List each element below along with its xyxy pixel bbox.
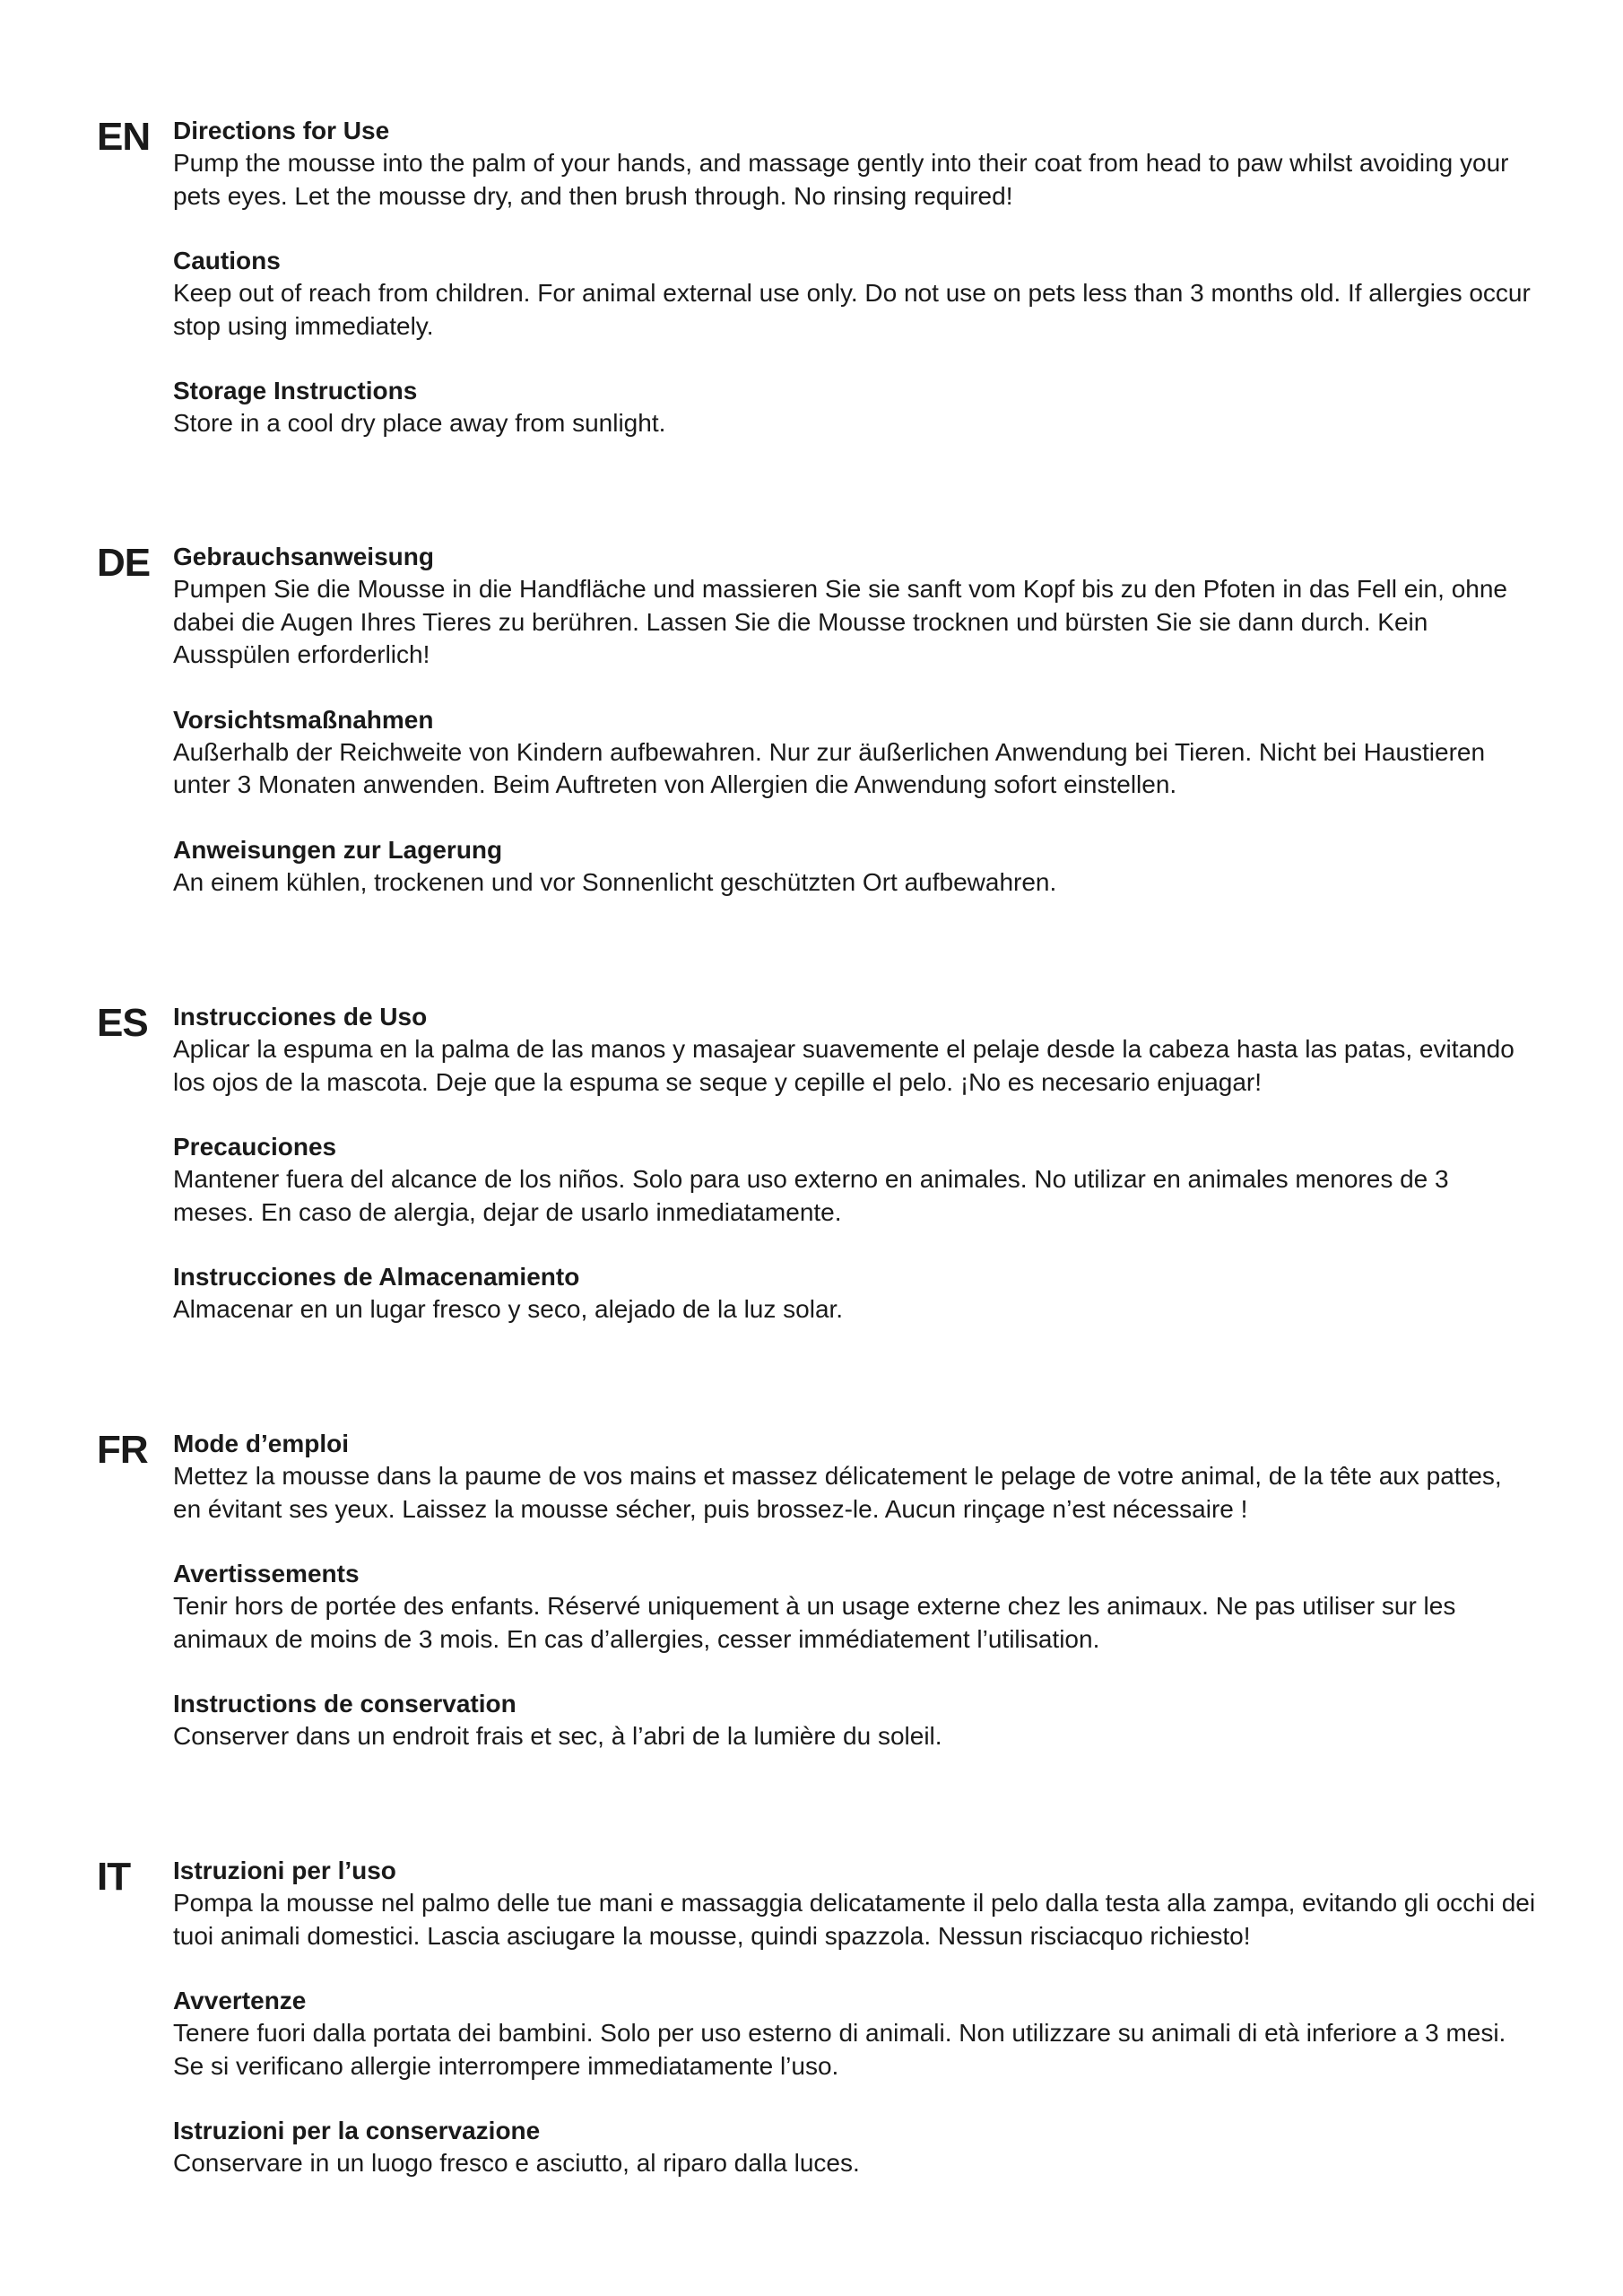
- section-body: Aplicar la espuma en la palma de las manos y masajear suavemente el pelaje desde la cabeza hasta las patas, evitando los ojos de la mascota. Deje que la espuma se seque y cepille el pelo. ¡No es necesario enjuagar!: [173, 1035, 1515, 1096]
- section-body: Mettez la mousse dans la paume de vos mains et massez délicatement le pelage de votre animal, de la tête aux pattes, en évitant ses yeux. Laissez la mousse sécher, puis brossez-le. Aucun rinçage n’est nécessaire !: [173, 1462, 1502, 1523]
- section-directions: [173, 541, 1536, 672]
- section-heading: Cautions: [173, 247, 281, 274]
- language-code: DE: [97, 541, 151, 585]
- section-storage: [173, 834, 1536, 900]
- section-directions: [173, 1855, 1536, 1952]
- section-heading: Storage Instructions: [173, 377, 418, 404]
- section-body: Außerhalb der Reichweite von Kindern aufbewahren. Nur zur äußerlichen Anwendung bei Tieren. Nicht bei Haustieren unter 3 Monaten anwenden. Beim Auftreten von Allergien die Anwendung sofort einstellen.: [173, 737, 1486, 798]
- section-body: Conservare in un luogo fresco e asciutto, al riparo dalla luces.: [173, 2149, 860, 2177]
- section-directions: [173, 1428, 1536, 1526]
- section-body: Mantener fuera del alcance de los niños. Solo para uso externo en animales. No utilizar en animales menores de 3 meses. En caso de alergia, dejar de usarlo inmediatamente.: [173, 1165, 1449, 1226]
- section-storage: [173, 375, 1536, 440]
- language-content: [173, 1855, 1536, 2213]
- section-body: Conserver dans un endroit frais et sec, à l’abri de la lumière du soleil.: [173, 1722, 942, 1750]
- language-content: [173, 1428, 1536, 1786]
- section-heading: Istruzioni per la conservazione: [173, 2117, 541, 2144]
- section-heading: Anweisungen zur Lagerung: [173, 835, 503, 864]
- section-heading: Gebrauchsanweisung: [173, 543, 434, 570]
- section-heading: Vorsichtsmaßnahmen: [173, 705, 434, 734]
- section-body: Pump the mousse into the palm of your hands, and massage gently into their coat from head to paw whilst avoiding your pets eyes. Let the mousse dry, and then brush through. No rinsing required!: [173, 149, 1509, 210]
- section-cautions: [173, 1558, 1536, 1656]
- section-body: Pompa la mousse nel palmo delle tue mani e massaggia delicatamente il pelo dalla testa alla zampa, evitando gli occhi dei tuoi animali domestici. Lascia asciugare la mousse, quindi spazzola. Nessun risciacquo richiesto!: [173, 1889, 1536, 1950]
- section-body: Almacenar en un lugar fresco y seco, alejado de la luz solar.: [173, 1295, 844, 1323]
- language-content: [173, 115, 1536, 473]
- section-cautions: [173, 1131, 1536, 1229]
- section-storage: [173, 1688, 1536, 1753]
- language-content: [173, 541, 1536, 931]
- section-body: Pumpen Sie die Mousse in die Handfläche und massieren Sie sie sanft vom Kopf bis zu den Pfoten in das Fell ein, ohne dabei die Augen Ihres Tieres zu berühren. Lassen Sie die Mousse trocknen und bürsten Sie sie dann durch. Kein Ausspülen erforderlich!: [173, 575, 1507, 668]
- section-body: Tenere fuori dalla portata dei bambini. Solo per uso esterno di animali. Non utilizzare su animali di età inferiore a 3 mesi. Se si verificano allergie interrompere immediatamente l’uso.: [173, 2019, 1506, 2080]
- section-heading: Mode d’emploi: [173, 1430, 349, 1457]
- section-heading: Istruzioni per l’uso: [173, 1857, 396, 1884]
- language-content: [173, 1001, 1536, 1359]
- section-heading: Instrucciones de Almacenamiento: [173, 1263, 580, 1291]
- section-storage: [173, 2115, 1536, 2180]
- section-heading: Instrucciones de Uso: [173, 1003, 428, 1031]
- section-body: Tenir hors de portée des enfants. Réservé uniquement à un usage externe chez les animaux. Ne pas utiliser sur les animaux de moins de 3 mois. En cas d’allergies, cesser immédiatement l’utilisation.: [173, 1592, 1456, 1653]
- section-heading: Instructions de conservation: [173, 1690, 516, 1718]
- section-cautions: [173, 1985, 1536, 2083]
- section-heading: Avvertenze: [173, 1987, 307, 2014]
- section-storage: [173, 1261, 1536, 1326]
- language-code: ES: [97, 1001, 148, 1045]
- section-cautions: [173, 704, 1536, 802]
- section-directions: [173, 115, 1536, 213]
- section-directions: [173, 1001, 1536, 1099]
- section-body: Keep out of reach from children. For animal external use only. Do not use on pets less than 3 months old. If allergies occur stop using immediately.: [173, 279, 1531, 340]
- language-code: EN: [97, 115, 151, 159]
- language-code: IT: [97, 1855, 131, 1899]
- section-heading: Directions for Use: [173, 117, 390, 144]
- section-heading: Precauciones: [173, 1133, 337, 1161]
- section-heading: Avertissements: [173, 1560, 360, 1587]
- language-code: FR: [97, 1428, 148, 1472]
- section-body: An einem kühlen, trockenen und vor Sonnenlicht geschützten Ort aufbewahren.: [173, 867, 1057, 896]
- section-cautions: [173, 245, 1536, 343]
- section-body: Store in a cool dry place away from sunlight.: [173, 409, 666, 437]
